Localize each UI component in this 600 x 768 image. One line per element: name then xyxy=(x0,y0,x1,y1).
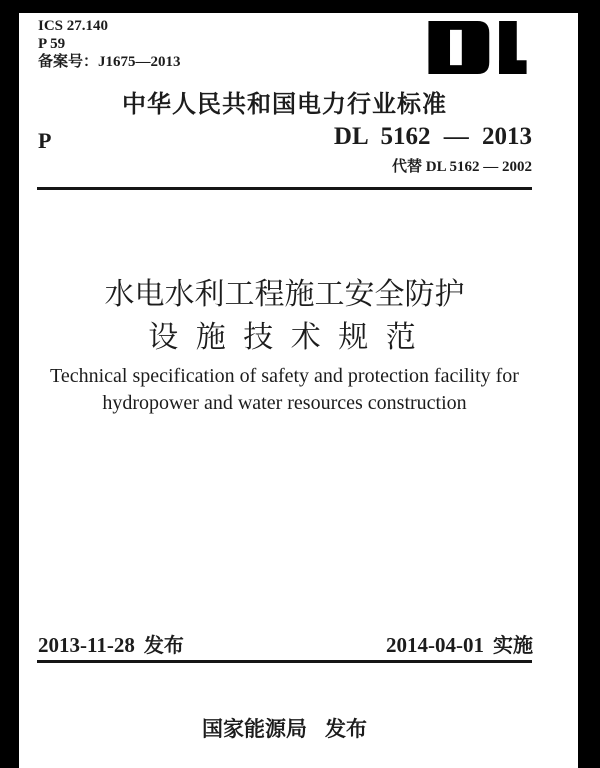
title-chinese-line1: 水电水利工程施工安全防护 xyxy=(104,278,465,311)
standard-number: DL 5162 — 2013 xyxy=(333,123,532,150)
cover-content xyxy=(37,0,532,768)
issue-date: 2013-11-28 xyxy=(38,633,135,657)
publisher-row xyxy=(37,713,532,743)
publisher-name: 国家能源局 xyxy=(202,718,307,741)
left-border-bar xyxy=(0,0,19,768)
footer-divider-rule xyxy=(37,660,532,663)
dl-logo-icon xyxy=(428,21,527,74)
publisher-label: 发布 xyxy=(325,718,367,741)
right-border-bar xyxy=(578,0,600,768)
implement-date: 2014-04-01 xyxy=(386,633,484,657)
header-meta-block xyxy=(38,17,181,71)
replaces-note: 代替 DL 5162 — 2002 xyxy=(391,159,532,175)
implement-label: 实施 xyxy=(493,635,533,657)
header-divider-rule xyxy=(37,187,532,190)
issue-label: 发布 xyxy=(143,635,184,657)
classification-code: P 59 xyxy=(38,36,66,52)
ics-code: ICS 27.140 xyxy=(38,18,109,34)
title-english-line1: Technical specification of safety and protection facility for xyxy=(50,365,519,387)
record-number: 备案号：J1675—2013 xyxy=(38,54,181,70)
date-row xyxy=(38,629,533,658)
issue-date-item xyxy=(38,629,184,658)
title-english-line2: hydropower and water resources construction xyxy=(102,392,467,414)
title-chinese-line2: 设 施 技 术 规 范 xyxy=(148,321,421,354)
implement-date-item xyxy=(386,629,533,658)
category-mark: P xyxy=(38,128,52,153)
standard-type-title: 中华人民共和国电力行业标准 xyxy=(122,91,447,118)
